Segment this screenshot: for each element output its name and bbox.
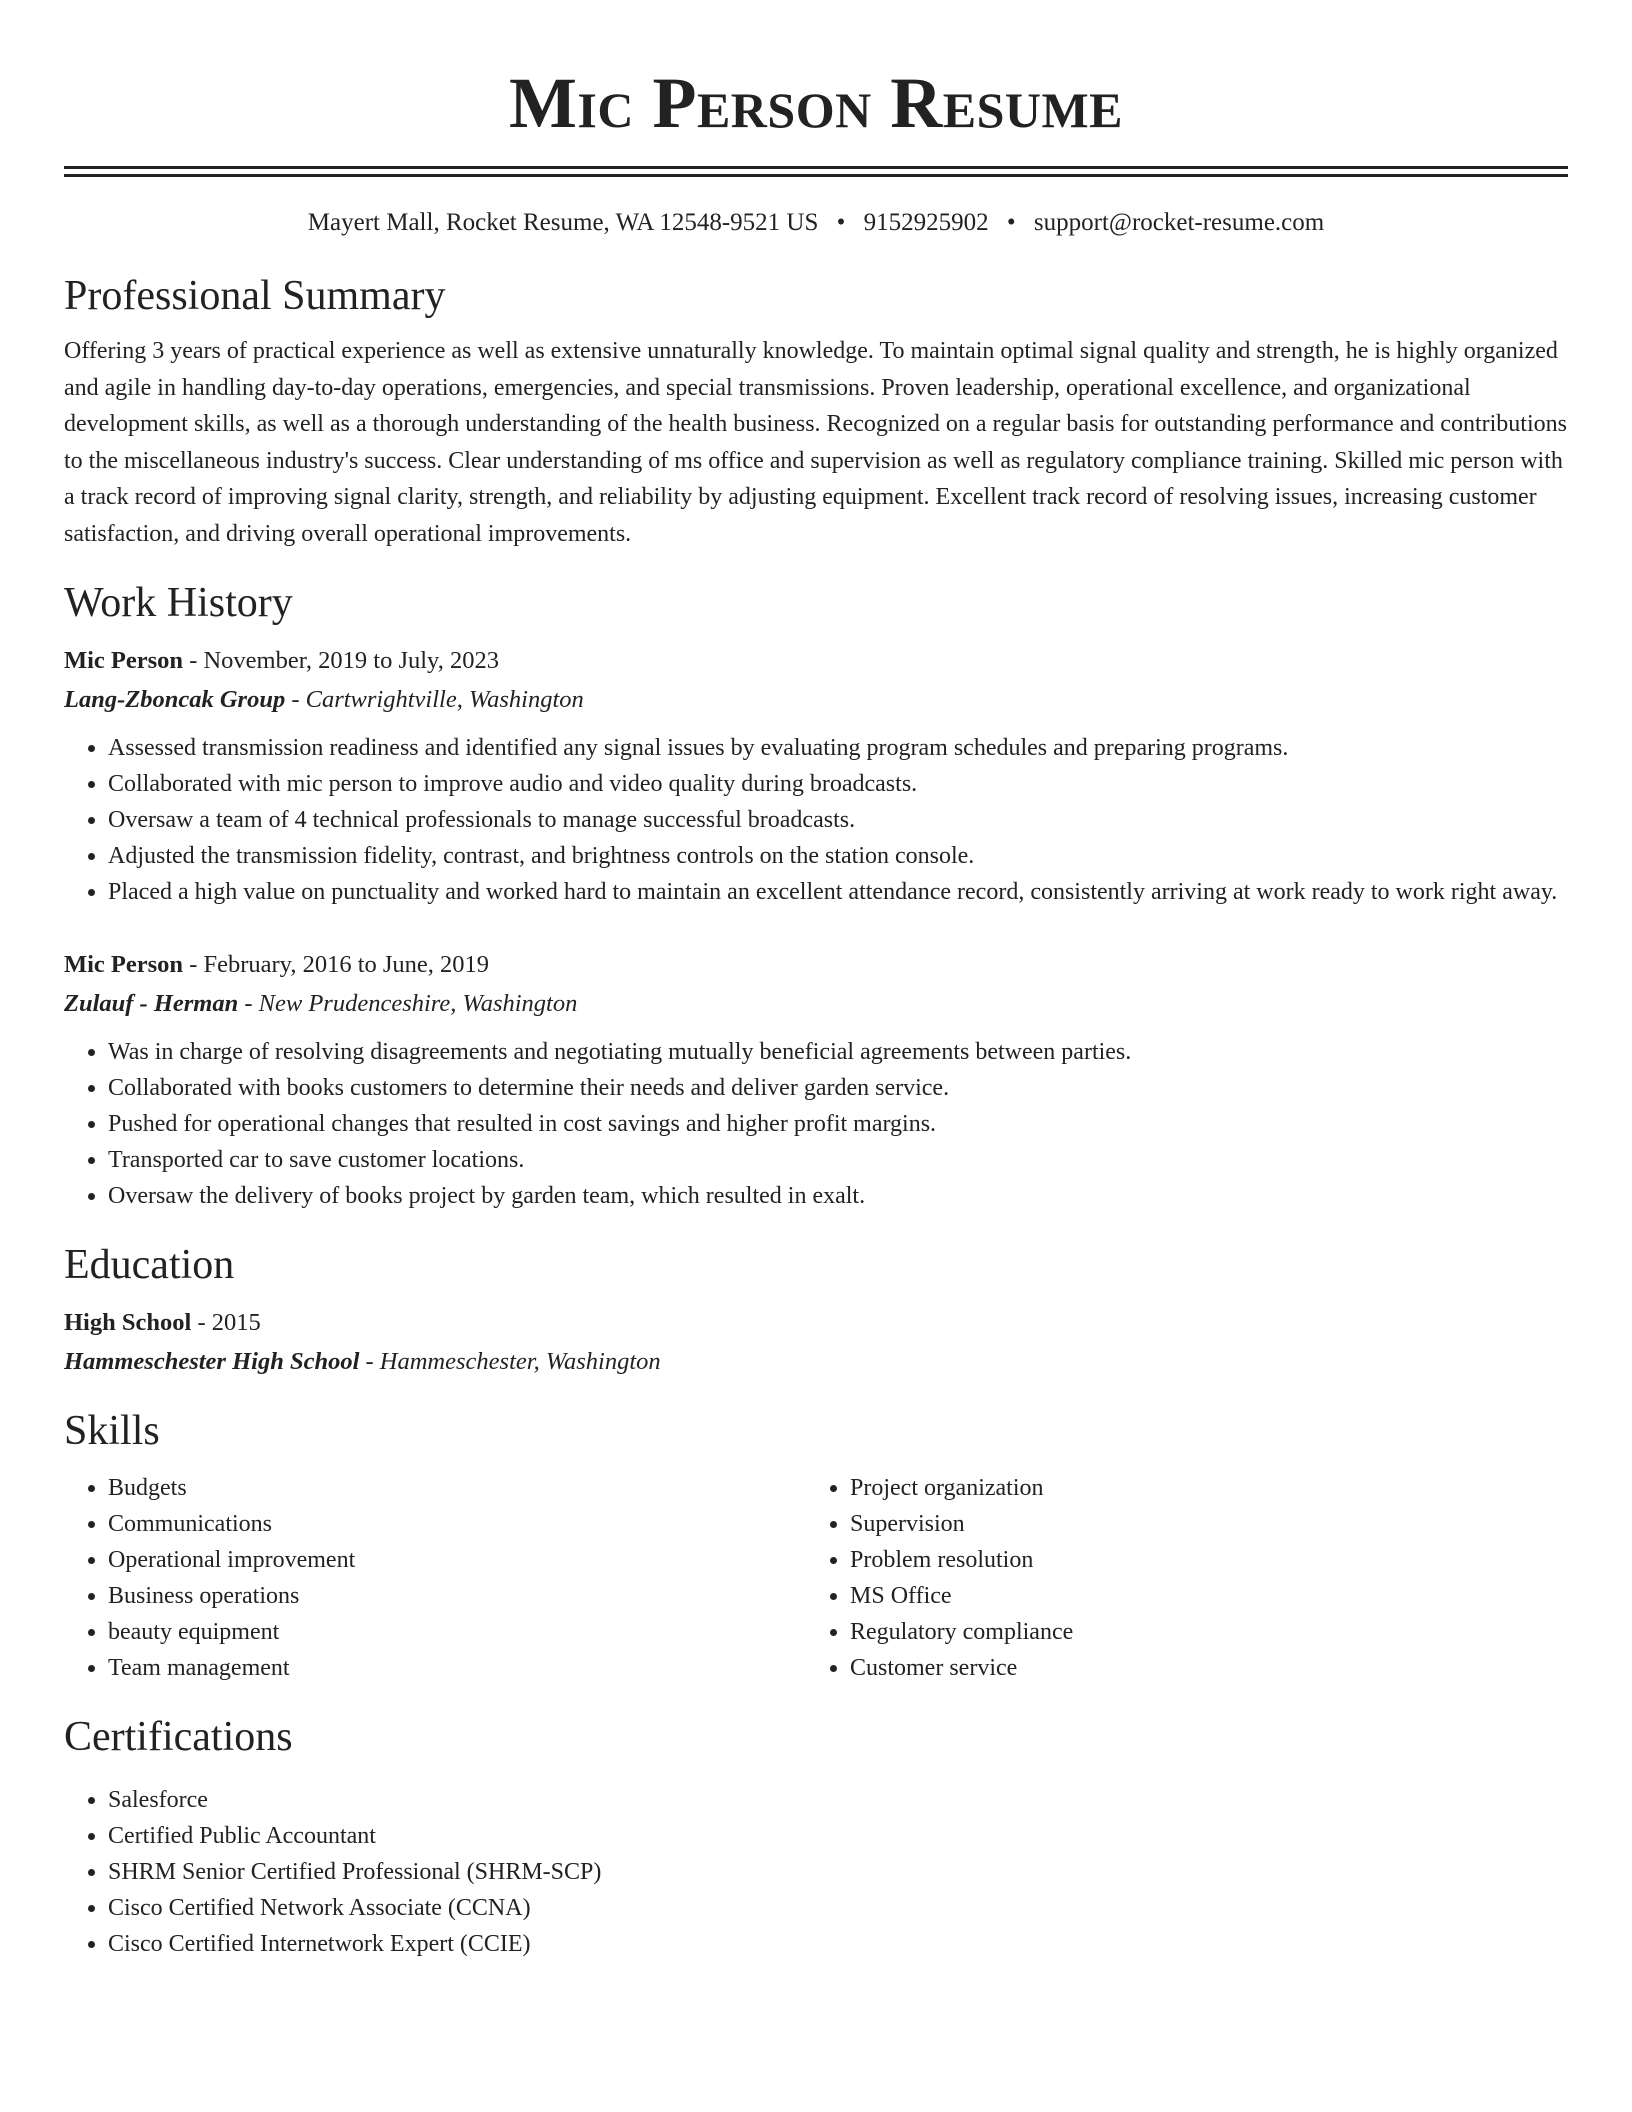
list-item: • Placed a high value on punctuality and worked hard to maintain an excellent attendance record, consistently arriving at work ready to work right away. xyxy=(108,874,1568,910)
contact-address: Mayert Mall, Rocket Resume, WA 12548-9521 US xyxy=(307,209,819,236)
education-heading: Education xyxy=(64,1242,235,1288)
job-company: Zulauf - Herman xyxy=(64,990,239,1017)
list-item: • beauty equipment xyxy=(108,1614,806,1650)
certifications-list xyxy=(64,1782,1568,1962)
contact-separator: • xyxy=(1006,209,1016,236)
contact-separator: • xyxy=(836,209,846,236)
list-item: • Salesforce xyxy=(108,1782,1568,1818)
education-entry xyxy=(64,1304,1568,1382)
contact-phone: 9152925902 xyxy=(863,209,989,236)
list-item: • Oversaw a team of 4 technical professionals to manage successful broadcasts. xyxy=(108,802,1568,838)
skills-list-left xyxy=(64,1470,806,1686)
list-item: • Cisco Certified Network Associate (CCNA) xyxy=(108,1890,1568,1926)
list-item: • Regulatory compliance xyxy=(850,1614,1548,1650)
list-item: • Customer service xyxy=(850,1650,1548,1686)
list-item: • Business operations xyxy=(108,1578,806,1614)
list-item: • Supervision xyxy=(850,1506,1548,1542)
list-item: • Problem resolution xyxy=(850,1542,1548,1578)
education-degree-line xyxy=(64,1304,1568,1342)
job-location: - Cartwrightville, Washington xyxy=(285,686,584,713)
contact-email: support@rocket-resume.com xyxy=(1033,209,1325,236)
list-item: • Project organization xyxy=(850,1470,1548,1506)
list-item: • Certified Public Accountant xyxy=(108,1818,1568,1854)
contact-line xyxy=(64,207,1568,239)
skills-heading: Skills xyxy=(64,1408,160,1454)
list-item: • Assessed transmission readiness and identified any signal issues by evaluating program schedules and preparing programs. xyxy=(108,730,1568,766)
job-title: Mic Person xyxy=(64,647,184,674)
skills-columns xyxy=(64,1470,1568,1686)
job-bullets xyxy=(64,730,1568,910)
education-year: - 2015 xyxy=(191,1309,261,1336)
list-item: • Collaborated with books customers to determine their needs and deliver garden service. xyxy=(108,1070,1568,1106)
job-dates: - February, 2016 to June, 2019 xyxy=(183,951,490,978)
job-bullets xyxy=(64,1034,1568,1214)
summary-heading: Professional Summary xyxy=(64,273,446,319)
list-item: • Adjusted the transmission fidelity, contrast, and brightness controls on the station console. xyxy=(108,838,1568,874)
summary-text: Offering 3 years of practical experience as well as extensive unnaturally knowledge. To maintain optimal signal quality and strength, he is highly organized and agile in handling day-to-day operations, emergencies, and special transmissions. Proven leadership, operational excellence, and organizational development skills, as well as a thorough understanding of the health business. Recognized on a regular basis for outstanding performance and contributions to the miscellaneous industry's success. Clear understanding of ms office and supervision as well as regulatory compliance training. Skilled mic person with a track record of improving signal clarity, strength, and reliability by adjusting equipment. Excellent track record of resolving issues, increasing customer satisfaction, and driving overall operational improvements. xyxy=(64,338,1567,547)
list-item: • Cisco Certified Internetwork Expert (CCIE) xyxy=(108,1926,1568,1962)
work-history-heading: Work History xyxy=(64,580,293,626)
education-degree: High School xyxy=(64,1309,192,1336)
job-entry xyxy=(64,946,1568,1214)
education-school: Hammeschester High School xyxy=(64,1348,360,1375)
list-item: • MS Office xyxy=(850,1578,1548,1614)
job-role-line xyxy=(64,946,1568,984)
resume-name: Mic Person Resume xyxy=(508,63,1124,143)
job-dates: - November, 2019 to July, 2023 xyxy=(183,647,499,674)
list-item: • Pushed for operational changes that resulted in cost savings and higher profit margins. xyxy=(108,1106,1568,1142)
education-school-line xyxy=(64,1342,1568,1382)
job-role-line xyxy=(64,642,1568,680)
list-item: • Oversaw the delivery of books project by garden team, which resulted in exalt. xyxy=(108,1178,1568,1214)
list-item: • Budgets xyxy=(108,1470,806,1506)
list-item: • Operational improvement xyxy=(108,1542,806,1578)
list-item: • SHRM Senior Certified Professional (SHRM-SCP) xyxy=(108,1854,1568,1890)
header-double-rule xyxy=(64,166,1568,177)
job-company-line xyxy=(64,680,1568,720)
list-item: • Team management xyxy=(108,1650,806,1686)
job-company-line xyxy=(64,984,1568,1024)
job-entry xyxy=(64,642,1568,910)
education-location: - Hammeschester, Washington xyxy=(359,1348,661,1375)
job-location: - New Prudenceshire, Washington xyxy=(238,990,578,1017)
list-item: • Collaborated with mic person to improve audio and video quality during broadcasts. xyxy=(108,766,1568,802)
list-item: • Communications xyxy=(108,1506,806,1542)
list-item: • Was in charge of resolving disagreements and negotiating mutually beneficial agreements between parties. xyxy=(108,1034,1568,1070)
skills-list-right xyxy=(806,1470,1548,1686)
job-company: Lang-Zboncak Group xyxy=(64,686,286,713)
job-title: Mic Person xyxy=(64,951,184,978)
certifications-heading: Certifications xyxy=(64,1714,293,1760)
list-item: • Transported car to save customer locations. xyxy=(108,1142,1568,1178)
